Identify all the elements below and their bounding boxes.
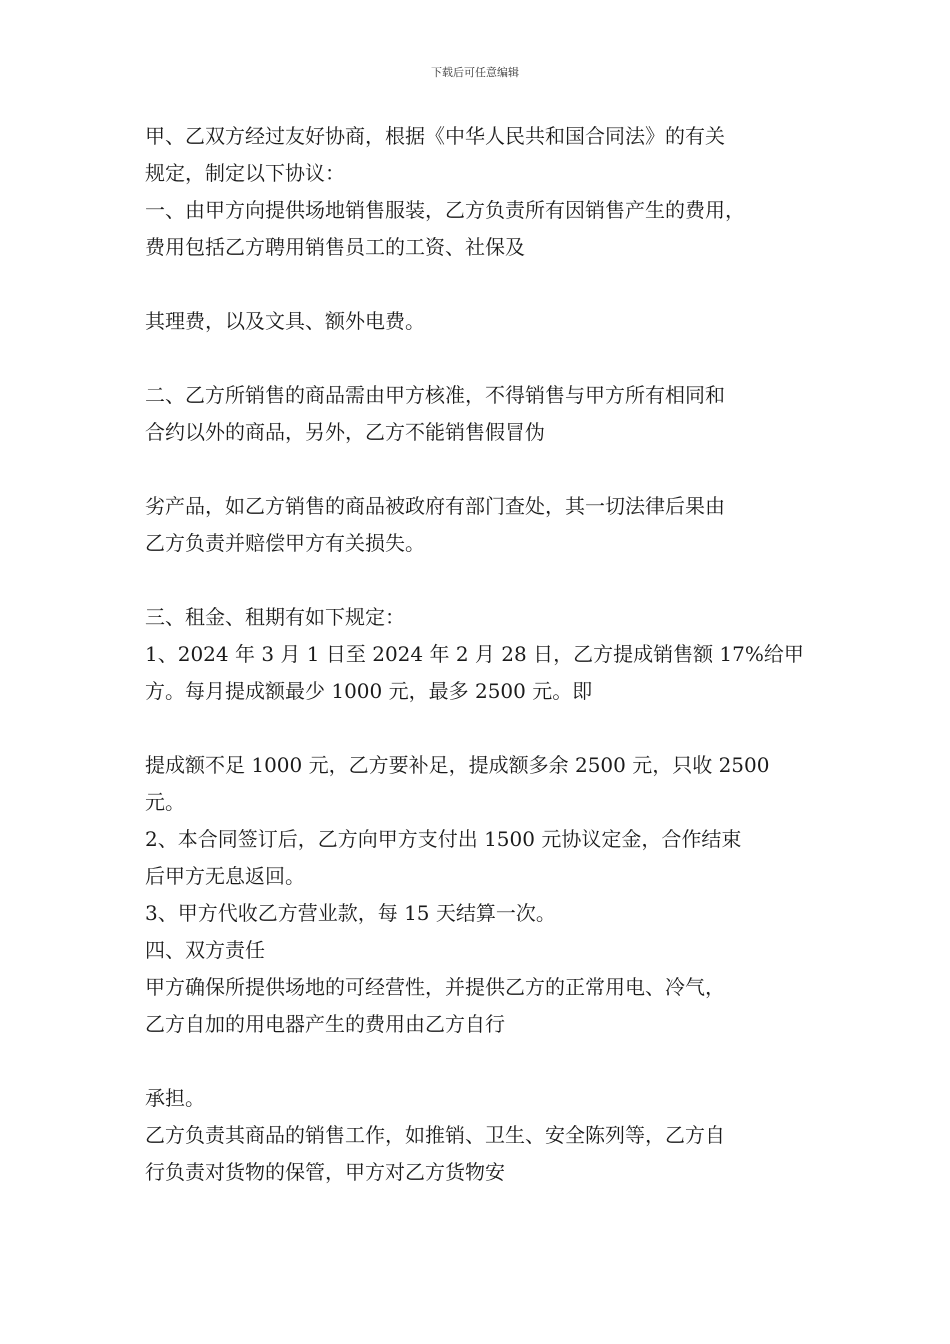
text-line: 1、2024 年 3 月 1 日至 2024 年 2 月 28 日，乙方提成销售额 17%给甲 bbox=[145, 642, 804, 666]
text-line: 2、本合同签订后，乙方向甲方支付出 1500 元协议定金，合作结束 bbox=[145, 827, 742, 851]
paragraph-gap bbox=[145, 340, 825, 377]
document-body bbox=[145, 118, 825, 1191]
paragraph-gap bbox=[145, 562, 825, 599]
section-heading: 四、双方责任 bbox=[145, 938, 265, 962]
text-line: 提成额不足 1000 元，乙方要补足，提成额多余 2500 元，只收 2500 bbox=[145, 753, 770, 777]
text-line: 其理费，以及文具、额外电费。 bbox=[145, 309, 425, 333]
text-line: 劣产品，如乙方销售的商品被政府有部门查处，其一切法律后果由 bbox=[145, 494, 725, 518]
text-line: 乙方负责其商品的销售工作，如推销、卫生、安全陈列等，乙方自 bbox=[145, 1123, 725, 1147]
text-line: 行负责对货物的保管，甲方对乙方货物安 bbox=[145, 1160, 505, 1184]
paragraph-gap bbox=[145, 451, 825, 488]
text-line: 甲方确保所提供场地的可经营性，并提供乙方的正常用电、冷气， bbox=[145, 975, 725, 999]
paragraph-gap bbox=[145, 710, 825, 747]
text-line: 承担。 bbox=[145, 1086, 205, 1110]
text-line: 方。每月提成额最少 1000 元，最多 2500 元。即 bbox=[145, 679, 593, 703]
text-line: 后甲方无息返回。 bbox=[145, 864, 305, 888]
text-line: 费用包括乙方聘用销售员工的工资、社保及 bbox=[145, 235, 525, 259]
text-line: 合约以外的商品，另外，乙方不能销售假冒伪 bbox=[145, 420, 545, 444]
section-heading: 三、租金、租期有如下规定： bbox=[145, 605, 405, 629]
paragraph-gap bbox=[145, 266, 825, 303]
text-line: 二、乙方所销售的商品需由甲方核准，不得销售与甲方所有相同和 bbox=[145, 383, 725, 407]
page-header: 下载后可任意编辑 bbox=[431, 66, 519, 79]
text-line: 元。 bbox=[145, 790, 185, 814]
text-line: 乙方负责并赔偿甲方有关损失。 bbox=[145, 531, 425, 555]
paragraph-gap bbox=[145, 1043, 825, 1080]
text-line: 3、甲方代收乙方营业款，每 15 天结算一次。 bbox=[145, 901, 556, 925]
text-line: 乙方自加的用电器产生的费用由乙方自行 bbox=[145, 1012, 505, 1036]
text-line: 甲、乙双方经过友好协商，根据《中华人民共和国合同法》的有关 bbox=[145, 124, 725, 148]
text-line: 一、由甲方向提供场地销售服装，乙方负责所有因销售产生的费用， bbox=[145, 198, 745, 222]
text-line: 规定，制定以下协议： bbox=[145, 161, 345, 185]
